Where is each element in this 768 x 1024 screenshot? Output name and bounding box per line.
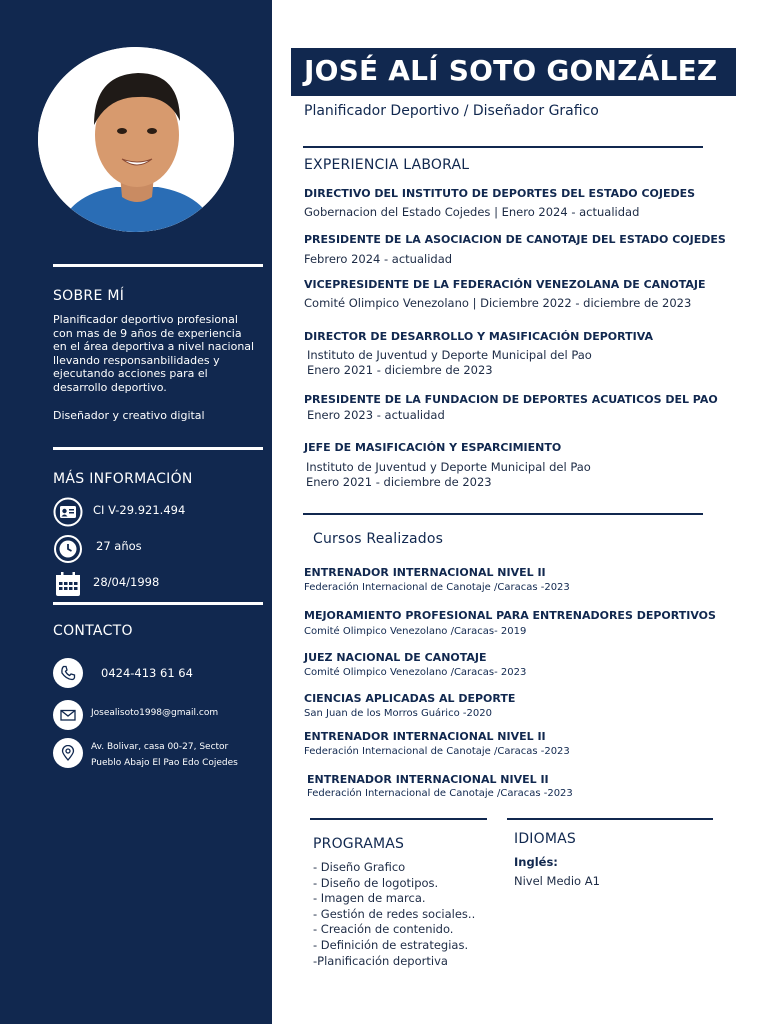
divider [53, 264, 263, 267]
language-level: Nivel Medio A1 [514, 874, 600, 888]
about-line: ejecutando acciones para el [53, 367, 208, 380]
course-detail: Comité Olimpico Venezolano /Caracas- 2023 [304, 667, 527, 678]
phone-number: 0424-413 61 64 [101, 666, 193, 680]
about-line: desarrollo deportivo. [53, 380, 167, 394]
job-title: PRESIDENTE DE LA FUNDACION DE DEPORTES ACUATICOS DEL PAO [304, 393, 718, 406]
divider [310, 818, 487, 820]
program-item: - Definición de estrategias. [313, 937, 469, 952]
course-detail: Comité Olimpico Venezolano /Caracas- 2019 [304, 626, 527, 637]
program-item: -Planificación deportiva [313, 953, 448, 968]
about-line: Planificador deportivo profesional [53, 313, 238, 326]
programs-heading: PROGRAMAS [313, 836, 405, 852]
about-text [53, 313, 258, 394]
divider [303, 146, 703, 148]
program-item: - Creación de contenido. [313, 922, 454, 937]
job-detail: Gobernacion del Estado Cojedes | Enero 2024 - actualidad [304, 205, 640, 219]
course-detail: Federación Internacional de Canotaje /Caracas -2023 [304, 746, 570, 757]
course-title: ENTRENADOR INTERNACIONAL NIVEL II [307, 773, 549, 786]
job-title: JEFE DE MASIFICACIÓN Y ESPARCIMIENTO [304, 441, 562, 454]
course-title: CIENCIAS APLICADAS AL DEPORTE [304, 692, 516, 705]
address-line: Pueblo Abajo El Pao Edo Cojedes [91, 757, 238, 768]
job-detail: Enero 2023 - actualidad [307, 408, 445, 422]
language-name: Inglés: [514, 855, 558, 869]
job-detail: Instituto de Juventud y Deporte Municipal del Pao [307, 348, 592, 362]
divider [303, 513, 703, 515]
course-title: ENTRENADOR INTERNACIONAL NIVEL II [304, 730, 546, 743]
job-detail: Instituto de Juventud y Deporte Municipal del Pao [306, 460, 591, 474]
job-title: PRESIDENTE DE LA ASOCIACION DE CANOTAJE DEL ESTADO COJEDES [304, 233, 726, 246]
program-item: - Diseño de logotipos. [313, 875, 439, 890]
courses-heading: Cursos Realizados [313, 531, 444, 547]
program-item: - Gestión de redes sociales.. [313, 906, 476, 921]
calendar-icon [53, 570, 83, 600]
divider [53, 447, 263, 450]
about-line: con mas de 9 años de experiencia [53, 326, 242, 340]
full-name: JOSÉ ALÍ SOTO GONZÁLEZ [304, 54, 718, 87]
job-detail: Enero 2021 - diciembre de 2023 [307, 363, 493, 377]
job-detail: Febrero 2024 - actualidad [304, 252, 453, 266]
job-detail: Enero 2021 - diciembre de 2023 [306, 475, 492, 489]
job-title: DIRECTIVO DEL INSTITUTO DE DEPORTES DEL ESTADO COJEDES [304, 187, 696, 200]
job-title: DIRECTOR DE DESARROLLO Y MASIFICACIÓN DEPORTIVA [304, 330, 654, 343]
course-detail: San Juan de los Morros Guárico -2020 [304, 708, 492, 719]
sidebar [0, 0, 272, 1024]
about-line: en el área deportiva a nivel nacional [53, 340, 255, 353]
profile-photo [38, 47, 234, 232]
about-extra: Diseñador y creativo digital [53, 409, 205, 422]
email-address: Josealisoto1998@gmail.com [91, 708, 219, 718]
languages-heading: IDIOMAS [514, 831, 577, 847]
about-heading: SOBRE MÍ [53, 288, 125, 304]
email-icon [53, 700, 83, 730]
about-line: llevando responsanbilidades y [53, 353, 220, 367]
course-detail: Federación Internacional de Canotaje /Caracas -2023 [304, 582, 570, 593]
job-title: VICEPRESIDENTE DE LA FEDERACIÓN VENEZOLANA DE CANOTAJE [304, 278, 706, 291]
address-line: Av. Bolivar, casa 00-27, Sector [91, 742, 229, 752]
course-title: JUEZ NACIONAL DE CANOTAJE [304, 651, 487, 664]
address [91, 740, 238, 771]
age: 27 años [96, 539, 142, 553]
ci-number: CI V-29.921.494 [93, 503, 186, 517]
birthdate: 28/04/1998 [93, 575, 160, 589]
contact-heading: CONTACTO [53, 623, 133, 639]
experience-heading: EXPERIENCIA LABORAL [304, 157, 470, 173]
job-subtitle: Planificador Deportivo / Diseñador Grafico [304, 103, 599, 119]
course-detail: Federación Internacional de Canotaje /Caracas -2023 [307, 788, 573, 799]
course-title: MEJORAMIENTO PROFESIONAL PARA ENTRENADORES DEPORTIVOS [304, 609, 716, 622]
id-card-icon [53, 497, 83, 527]
location-pin-icon [53, 738, 83, 768]
divider [507, 818, 713, 820]
program-item: - Diseño Grafico [313, 860, 406, 874]
job-detail: Comité Olimpico Venezolano | Diciembre 2022 - diciembre de 2023 [304, 296, 692, 310]
info-heading: MÁS INFORMACIÓN [53, 471, 193, 487]
phone-icon [53, 658, 83, 688]
course-title: ENTRENADOR INTERNACIONAL NIVEL II [304, 566, 546, 579]
divider [53, 602, 263, 605]
program-item: - Imagen de marca. [313, 891, 426, 906]
programs-list [313, 860, 475, 969]
clock-icon [53, 534, 83, 564]
